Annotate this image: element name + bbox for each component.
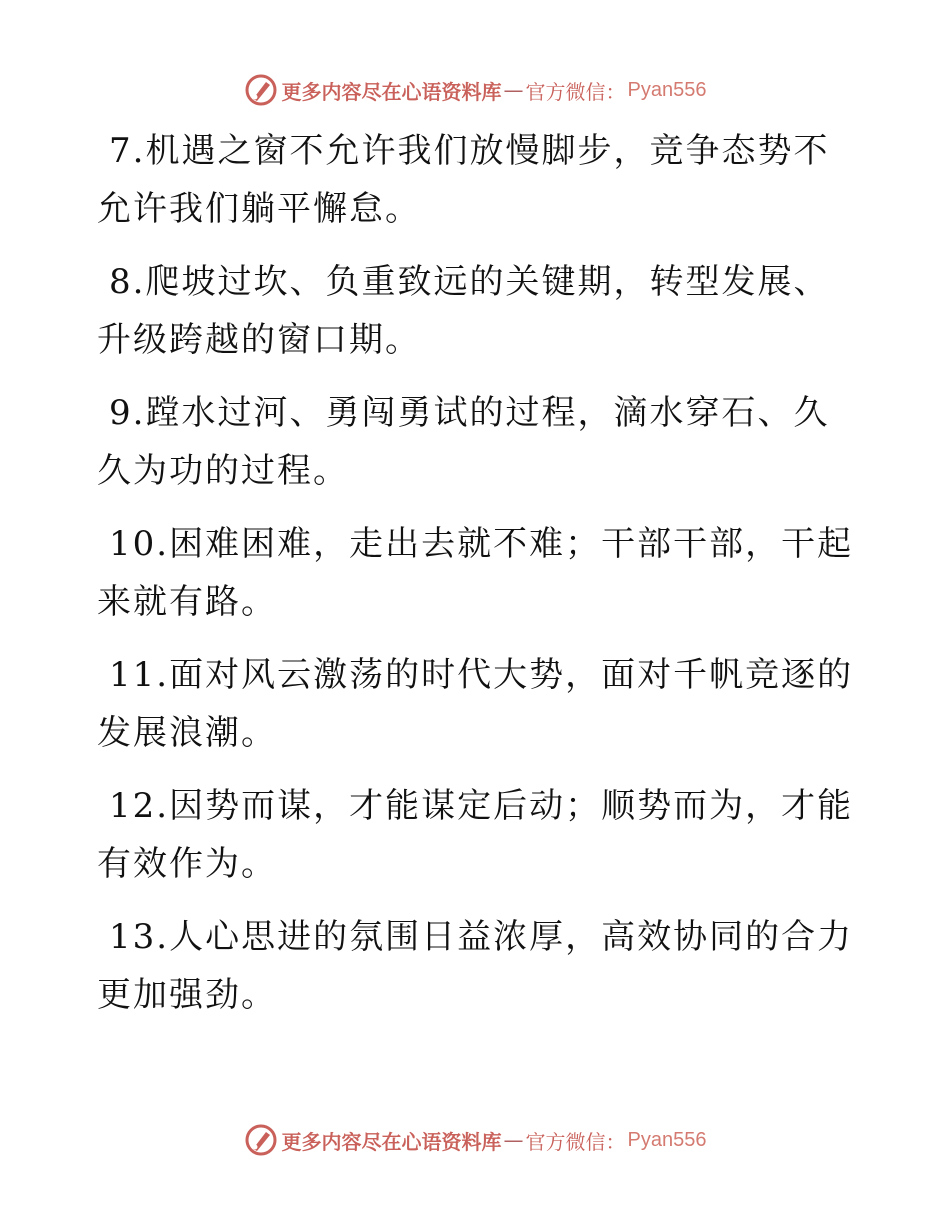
- banner-wechat-label: 官方微信：: [525, 1129, 626, 1154]
- footer-watermark: [0, 1120, 950, 1160]
- paragraph-12: 12.因势而谋，才能谋定后动；顺势而为，才能有效作为。: [97, 786, 854, 884]
- banner-dash: —: [503, 1128, 524, 1152]
- header-watermark: [0, 70, 950, 110]
- paragraph-11: 11.面对风云激荡的时代大势，面对千帆竞逐的发展浪潮。: [97, 655, 854, 753]
- banner-wechat-id: Pyan556: [627, 1128, 707, 1151]
- banner-main-text: 更多内容尽在心语资料库: [281, 1129, 502, 1154]
- paragraph-9: 9.蹚水过河、勇闯勇试的过程，滴水穿石、久久为功的过程。: [97, 393, 830, 491]
- banner-main-text: 更多内容尽在心语资料库: [281, 79, 502, 104]
- banner-dash: —: [503, 78, 524, 102]
- banner-wechat-label: 官方微信：: [525, 79, 626, 104]
- pen-logo-icon: [244, 73, 278, 107]
- paragraph-13: 13.人心思进的氛围日益浓厚，高效协同的合力更加强劲。: [97, 917, 854, 1015]
- paragraph-10: 10.困难困难，走出去就不难；干部干部，干起来就有路。: [97, 524, 854, 622]
- paragraph-7: 7.机遇之窗不允许我们放慢脚步，竞争态势不允许我们躺平懈怠。: [97, 131, 830, 229]
- banner-wechat-id: Pyan556: [627, 78, 707, 101]
- pen-logo-icon: [244, 1123, 278, 1157]
- paragraph-8: 8.爬坡过坎、负重致远的关键期，转型发展、升级跨越的窗口期。: [97, 262, 830, 360]
- document-body: [97, 122, 857, 1039]
